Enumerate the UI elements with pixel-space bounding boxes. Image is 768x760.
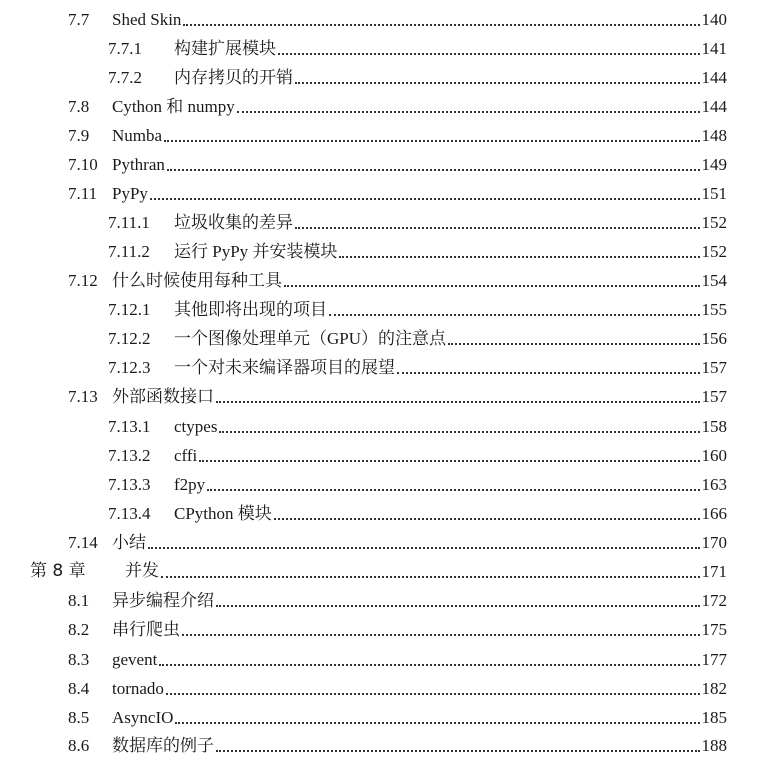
section-number: 7.11.2 (108, 242, 150, 261)
dot-leader (216, 401, 700, 403)
dot-leader (295, 82, 700, 84)
dot-leader (216, 605, 700, 607)
section-number: 7.14 (68, 533, 98, 552)
page-number: 144 (701, 97, 727, 116)
page-number: 175 (701, 620, 727, 639)
dot-leader (166, 693, 700, 695)
section-number: 8.5 (68, 708, 90, 727)
page-number: 151 (701, 184, 727, 203)
page-number: 171 (701, 562, 727, 581)
section-number: 7.9 (68, 126, 90, 145)
dot-leader (284, 285, 700, 287)
page-number: 157 (701, 387, 727, 406)
section-number: 8.2 (68, 620, 90, 639)
section-title: cffi (174, 446, 198, 465)
dot-leader (397, 372, 700, 374)
dot-leader (161, 576, 700, 578)
page-number: 177 (701, 650, 727, 669)
toc-entry[interactable] (108, 63, 727, 92)
section-number: 7.7.1 (108, 39, 142, 58)
section-number: 7.13.4 (108, 504, 151, 523)
section-title: 数据库的例子 (112, 736, 214, 755)
toc-entry[interactable] (68, 92, 727, 121)
page-number: 188 (701, 736, 727, 755)
section-title: 小结 (112, 533, 146, 552)
page-number: 182 (701, 679, 727, 698)
section-title: ctypes (174, 417, 218, 436)
section-title: 一个对未来编译器项目的展望 (174, 358, 395, 377)
dot-leader (159, 664, 699, 666)
section-number: 7.8 (68, 97, 90, 116)
section-number: 7.11.1 (108, 213, 150, 232)
section-number: 7.13.3 (108, 475, 151, 494)
section-title: Shed Skin (112, 10, 182, 29)
page-number: 140 (701, 10, 727, 29)
page-number: 156 (701, 329, 727, 348)
toc-entry[interactable] (68, 150, 727, 179)
section-number: 7.12.2 (108, 329, 151, 348)
dot-leader (207, 489, 699, 491)
dot-leader (295, 227, 700, 229)
dot-leader (448, 343, 699, 345)
toc-entry[interactable] (108, 412, 727, 441)
section-number: 8.6 (68, 736, 90, 755)
section-number: 7.11 (68, 184, 98, 203)
section-title: 一个图像处理单元（GPU）的注意点 (174, 329, 447, 348)
page-number: 170 (701, 533, 727, 552)
dot-leader (175, 722, 699, 724)
dot-leader (167, 169, 700, 171)
page-number: 152 (701, 242, 727, 261)
section-number: 7.7.2 (108, 68, 142, 87)
toc-entry[interactable] (68, 382, 727, 411)
section-number: 7.12.1 (108, 300, 151, 319)
page-number: 144 (701, 68, 727, 87)
dot-leader (199, 460, 699, 462)
page-number: 160 (701, 446, 727, 465)
toc-entry[interactable] (108, 353, 727, 382)
dot-leader (278, 53, 700, 55)
section-title: 运行 PyPy 并安装模块 (174, 242, 338, 261)
page-number: 185 (701, 708, 727, 727)
section-number: 7.12 (68, 271, 98, 290)
section-title: 构建扩展模块 (174, 39, 276, 58)
toc-entry[interactable] (108, 237, 727, 266)
toc-entry[interactable] (68, 266, 727, 295)
toc-entry[interactable] (68, 528, 727, 557)
dot-leader (237, 111, 700, 113)
dot-leader (183, 24, 699, 26)
section-number: 7.10 (68, 155, 98, 174)
dot-leader (150, 198, 700, 200)
toc-entry[interactable] (108, 499, 727, 528)
page-number: 163 (701, 475, 727, 494)
dot-leader (329, 314, 700, 316)
section-title: 垃圾收集的差异 (174, 213, 293, 232)
toc-entry[interactable] (108, 34, 727, 63)
page-number: 154 (701, 271, 727, 290)
page-number: 148 (701, 126, 727, 145)
dot-leader (274, 518, 700, 520)
section-title: Pythran (112, 155, 165, 174)
section-title: 内存拷贝的开销 (174, 68, 293, 87)
section-title: 串行爬虫 (112, 620, 180, 639)
section-title: 外部函数接口 (112, 387, 214, 406)
section-title: 异步编程介绍 (112, 591, 214, 610)
chapter-number: 第 8 章 (30, 561, 86, 581)
toc-entry[interactable] (108, 324, 727, 353)
section-number: 7.7 (68, 10, 90, 29)
section-number: 7.13 (68, 387, 98, 406)
dot-leader (164, 140, 699, 142)
section-title: PyPy (112, 184, 148, 203)
page-number: 158 (701, 417, 727, 436)
toc-entry[interactable] (68, 703, 727, 732)
toc-entry[interactable] (68, 586, 727, 615)
section-title: 什么时候使用每种工具 (112, 271, 282, 290)
section-number: 7.12.3 (108, 358, 151, 377)
dot-leader (148, 547, 700, 549)
page-number: 149 (701, 155, 727, 174)
section-title: Cython 和 numpy (112, 97, 235, 116)
section-number: 7.13.2 (108, 446, 151, 465)
toc-entry[interactable] (68, 5, 727, 34)
toc-entry[interactable] (68, 645, 727, 674)
toc-entry[interactable] (108, 441, 727, 470)
section-title: 其他即将出现的项目 (174, 300, 327, 319)
section-title: Numba (112, 126, 163, 145)
section-title: gevent (112, 650, 158, 669)
section-title: tornado (112, 679, 164, 698)
toc-entry[interactable] (68, 615, 727, 644)
section-number: 8.3 (68, 650, 90, 669)
toc-entry[interactable] (108, 208, 727, 237)
page-number: 157 (701, 358, 727, 377)
section-number: 7.13.1 (108, 417, 151, 436)
section-title: f2py (174, 475, 206, 494)
section-number: 8.1 (68, 591, 90, 610)
dot-leader (219, 431, 699, 433)
page-number: 141 (701, 39, 727, 58)
section-title: CPython 模块 (174, 504, 272, 523)
dot-leader (339, 256, 699, 258)
toc-entry[interactable] (108, 295, 727, 324)
section-title: AsyncIO (112, 708, 174, 727)
page-number: 155 (701, 300, 727, 319)
page-number: 172 (701, 591, 727, 610)
toc-entry[interactable] (68, 731, 727, 760)
chapter-title: 并发 (125, 561, 159, 581)
page-number: 166 (701, 504, 727, 523)
toc-entry[interactable] (68, 674, 727, 703)
section-number: 8.4 (68, 679, 90, 698)
dot-leader (182, 634, 700, 636)
toc-entry[interactable] (108, 470, 727, 499)
toc-entry[interactable] (68, 121, 727, 150)
toc-entry[interactable] (68, 179, 727, 208)
page-number: 152 (701, 213, 727, 232)
toc-chapter-entry[interactable] (30, 557, 727, 586)
